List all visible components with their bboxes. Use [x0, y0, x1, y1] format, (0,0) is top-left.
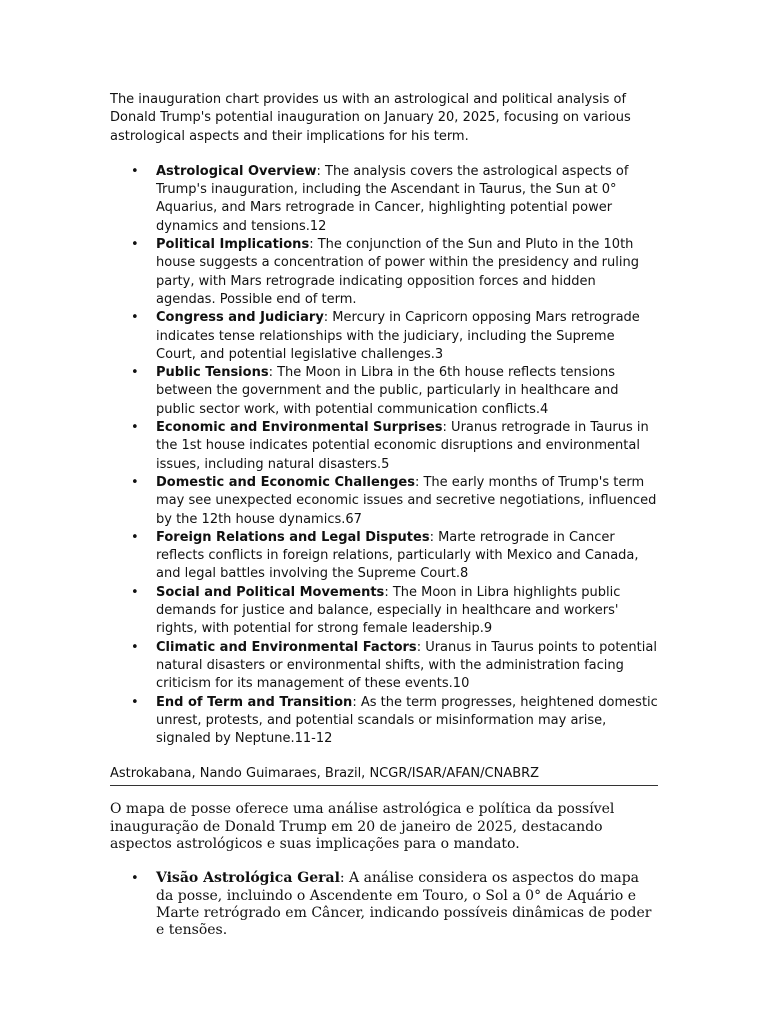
list-item-title: Economic and Environmental Surprises: [156, 420, 443, 436]
bullet-icon: •: [131, 310, 139, 326]
list-item-text: : Marte retrograde in Cancer reflects conflicts in foreign relations, particularly with Mexico and Canada, and legal battles involving the Supreme Court.8: [156, 529, 639, 582]
bullet-icon: •: [131, 365, 139, 381]
bullet-icon: •: [131, 474, 139, 490]
list-item: [110, 419, 658, 474]
list-item: [110, 870, 658, 939]
list-item-title: Astrological Overview: [156, 163, 317, 179]
list-item-text: : A análise considera os aspectos do mapa da posse, incluindo o Ascendente em Touro, o Sol a 0° de Aquário e Marte retrógrado em Câncer, indicando possíveis dinâmicas de poder e tensões.: [156, 870, 652, 939]
list-item-text: : As the term progresses, heightened domestic unrest, protests, and potential scandals or misinformation may arise, signaled by Neptune.11-12: [156, 694, 658, 747]
list-item-text: : The early months of Trump's term may see unexpected economic issues and secretive negotiations, influenced by the 12th house dynamics.67: [156, 474, 657, 527]
list-item: [110, 309, 658, 364]
bullet-icon: •: [131, 871, 139, 887]
list-item-title: Public Tensions: [156, 365, 269, 381]
intro-paragraph-en: The inauguration chart provides us with an astrological and political analysis of Donald Trump's potential inauguration on January 20, 2025, focusing on various astrological aspects and their implications for his term.: [110, 92, 631, 144]
list-item: [110, 474, 658, 529]
list-item-title: Foreign Relations and Legal Disputes: [156, 529, 430, 545]
list-item-text: : The analysis covers the astrological aspects of Trump's inauguration, including the Ascendant in Taurus, the Sun at 0° Aquarius, and Mars retrograde in Cancer, highlighting potential power dynamics and tensions.12: [156, 163, 629, 234]
list-item: [110, 694, 658, 749]
bullet-icon: •: [131, 163, 139, 179]
bullet-icon: •: [131, 639, 139, 655]
list-item: [110, 364, 658, 419]
bullet-list-pt: [110, 870, 658, 939]
list-item: [110, 584, 658, 639]
list-item: [110, 639, 658, 694]
list-item-text: : Uranus retrograde in Taurus in the 1st house indicates potential economic disruptions and environmental issues, including natural disasters.5: [156, 420, 649, 472]
bullet-icon: •: [131, 694, 139, 710]
list-item-text: : The Moon in Libra in the 6th house reflects tensions between the government and the public, particularly in healthcare and public sector work, with potential communication conflicts.4: [156, 365, 619, 417]
bullet-icon: •: [131, 529, 139, 545]
list-item-title: Congress and Judiciary: [156, 310, 324, 326]
document-page: [110, 91, 658, 939]
list-item-title: Climatic and Environmental Factors: [156, 639, 417, 655]
list-item-title: End of Term and Transition: [156, 694, 353, 710]
bullet-icon: •: [131, 420, 139, 436]
list-item: [110, 163, 658, 236]
list-item-text: : The Moon in Libra highlights public demands for justice and balance, especially in healthcare and workers' rights, with potential for strong female leadership.9: [156, 584, 621, 637]
bullet-list-en: [110, 163, 658, 749]
intro-paragraph-pt: O mapa de posse oferece uma análise astrológica e política da possível inauguração de Donald Trump em 20 de janeiro de 2025, destacando aspectos astrológicos e suas implicações para o mandato.: [110, 801, 615, 852]
list-item-text: : Mercury in Capricorn opposing Mars retrograde indicates tense relationships with the judiciary, including the Supreme Court, and potential legislative challenges.3: [156, 310, 640, 362]
bullet-icon: •: [131, 237, 139, 253]
list-item-title: Social and Political Movements: [156, 584, 385, 600]
list-item-title: Visão Astrológica Geral: [156, 870, 340, 887]
list-item: [110, 529, 658, 584]
list-item-title: Political Implications: [156, 237, 310, 253]
bullet-icon: •: [131, 584, 139, 600]
author-credit-line: Astrokabana, Nando Guimaraes, Brazil, NCGR/ISAR/AFAN/CNABRZ: [110, 765, 658, 786]
list-item-text: : Uranus in Taurus points to potential natural disasters or environmental shifts, with the administration facing criticism for its management of these events.10: [156, 639, 657, 692]
list-item-text: : The conjunction of the Sun and Pluto in the 10th house suggests a concentration of power within the presidency and ruling party, with Mars retrograde indicating opposition forces and hidden agendas. Possible end of term.: [156, 237, 639, 307]
list-item: [110, 236, 658, 309]
list-item-title: Domestic and Economic Challenges: [156, 474, 415, 490]
